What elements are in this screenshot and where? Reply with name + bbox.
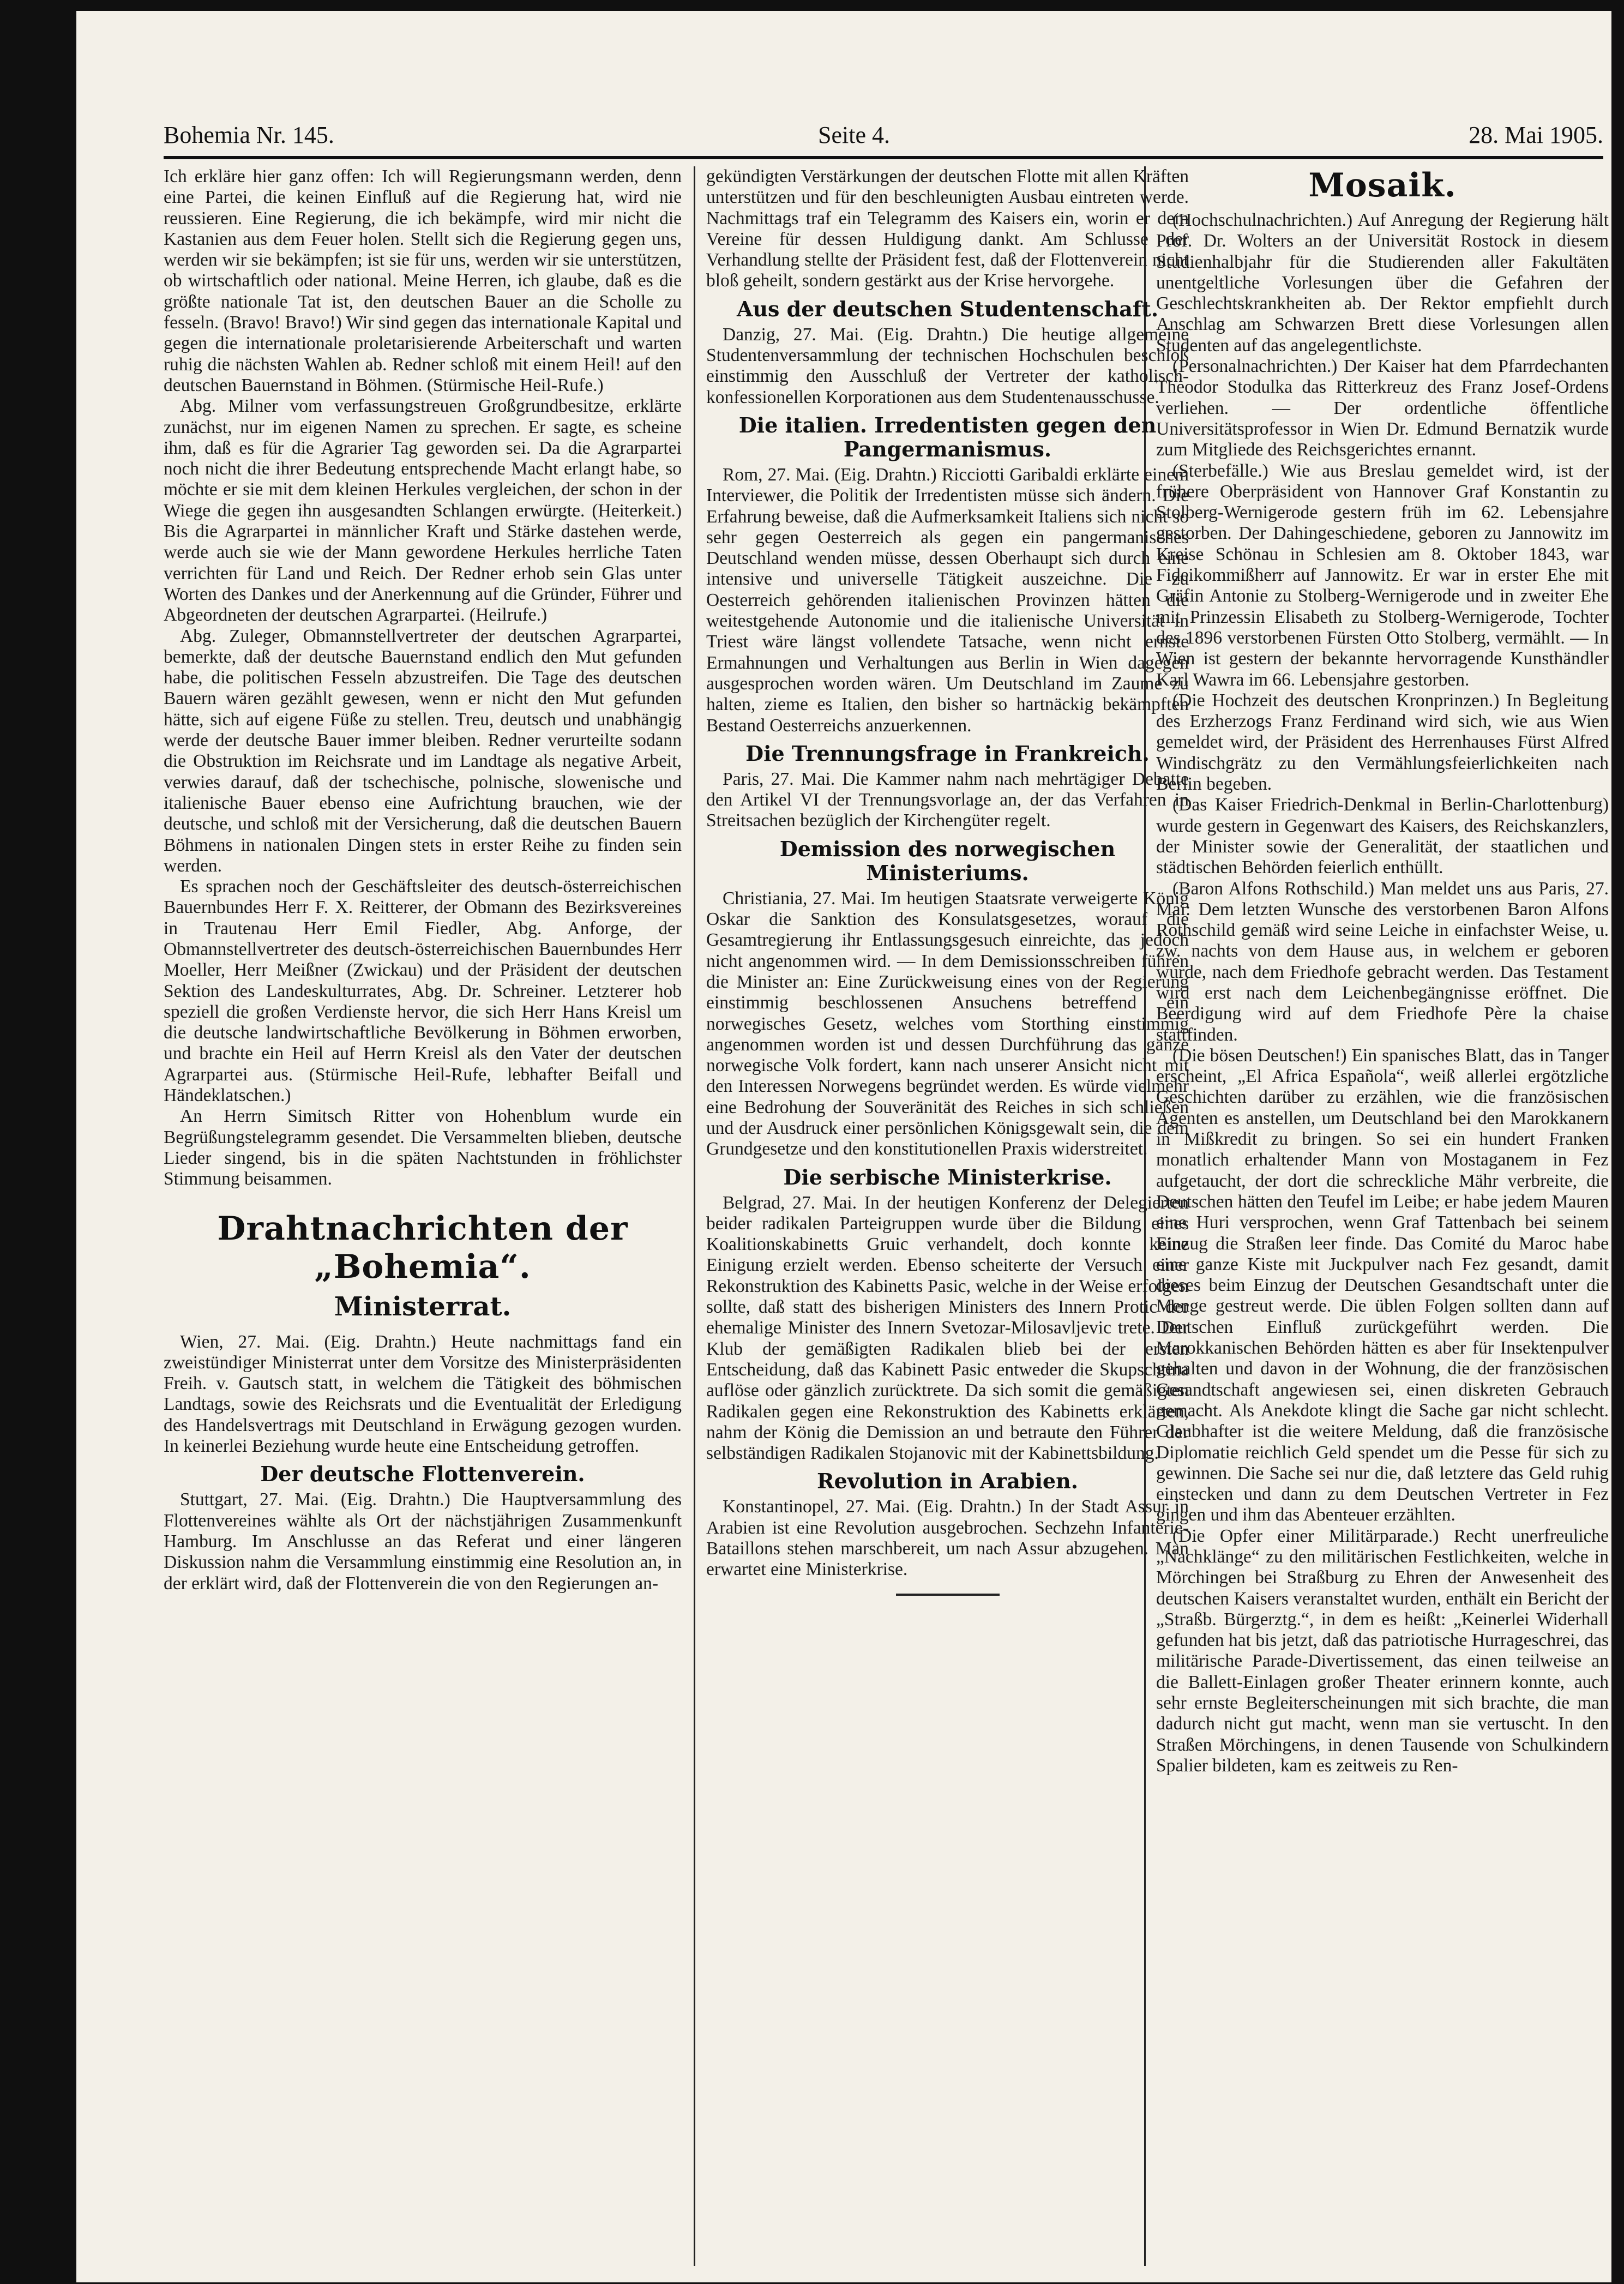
- column-2: [706, 166, 1189, 2266]
- article-paragraph: (Baron Alfons Rothschild.) Man meldet uns aus Paris, 27. Mai: Dem letzten Wunsche des verstorbenen Baron Alfons Rothschild gemäß wird seine Leiche in einfachster Weise, u. zw. nachts von dem Hause aus, in welchem er geboren wurde, nach dem Friedhofe gebracht werden. Das Testament wird erst nach dem Leichenbegängnisse eröffnet. Die Beerdigung wird auf dem Friedhofe Père la chaise stattfinden.: [1156, 878, 1609, 1045]
- article-paragraph: Christiania, 27. Mai. Im heutigen Staatsrate verweigerte König Oskar die Sanktion des Konsulatsgesetzes, worauf die Gesamtregierung ihr Entlassungsgesuch einreichte, das jedoch nicht angenommen wird. — In dem Demissionsschreiben führen die Minister an: Eine Zurückweisung eines von der Regierung einstimmig beschlossenen Ansuchens betreffend ein norwegisches Gesetz, welches vom Storthing einstimmig angenommen worden ist und dessen Durchführung das ganze norwegische Volk fordert, kann nach unserer Ansicht nicht mit den Interessen Norwegens begründet werden. Es würde vielmehr eine Bedrohung der Souveränität des Reiches in sich schließen und der Ausdruck einer persönlichen Königsgewalt sein, die dem Grundgesetze und den konstitutionellen Praxis widerstreitet.: [706, 888, 1189, 1159]
- end-rule: [896, 1594, 1000, 1596]
- headline-trennungsfrage: Die Trennungsfrage in Frankreich.: [745, 741, 1150, 766]
- article-paragraph: (Sterbefälle.) Wie aus Breslau gemeldet wird, ist der frühere Oberpräsident von Hannover Graf Konstantin zu Stolberg-Wernigerode gestern früh im 62. Lebensjahre gestorben. Der Dahingeschiedene, geboren zu Jannowitz im Kreise Schönau in Schlesien am 8. Oktober 1843, war Fideikommißherr auf Jannowitz. Er war in erster Ehe mit Gräfin Antonie zu Stolberg-Wernigerode und in zweiter Ehe mit Prinzessin Elisabeth zu Stolberg-Wernigerode, Tochter des 1896 verstorbenen Fürsten Otto Stolberg, vermählt. — In Wien ist gestern der bekannte hervorragende Kunsthändler Karl Wawra im 66. Lebensjahre gestorben.: [1156, 460, 1609, 690]
- headline-studentenschaft: Aus der deutschen Studentenschaft.: [736, 296, 1159, 321]
- article-paragraph: Belgrad, 27. Mai. In der heutigen Konferenz der Delegierten beider radikalen Parteigruppen wurde über die Bildung eines Koalitionskabinetts Gruic verhandelt, doch konnte keine Einigung erzielt werden. Ebenso scheiterte der Versuch einer Rekonstruktion des Kabinetts Pasic, welche in der Weise erfolgen sollte, daß statt des bisherigen Ministers des Innern Protic der ehemalige Minister des Innern Svetozar-Milosavljevic trete. Der Klub der gemäßigten Radikalen blieb bei der ersten Entscheidung, daß das Kabinett Pasic entweder die Skupschtina auflöse oder gänzlich zurücktrete. Da sich somit die gemäßigten Radikalen gegen eine Rekonstruktion des Kabinetts erklärten, nahm der König die Demission an und betraute den Führer der selbständigen Radikalen Stojanovic mit der Kabinettsbildung.: [706, 1192, 1189, 1464]
- headline-flottenverein: Der deutsche Flottenverein.: [260, 1462, 585, 1487]
- article-paragraph: Abg. Milner vom verfassungstreuen Großgrundbesitze, erklärte zunächst, nur im eigenen Namen zu sprechen. Er sagte, es scheine ihm, daß es für die Agrarier Tag geworden sei. Da die Agrarpartei noch nicht die ihrer Bedeutung entsprechende Macht erlangt habe, so möchte er sie mit dem kleinen Herkules vergleichen, der schon in der Wiege die gegen ihn ausgesandten Schlangen erwürgte. (Heiterkeit.) Bis die Agrarpartei in männlicher Kraft und Stärke dastehen werde, werde auch sie wie der Mann gewordene Herkules herrliche Taten verrichten für Land und Reich. Der Redner erhob sein Glas unter Worten des Dankes und der Anerkennung auf die Gründer, Führer und Abgeordneten der deutschen Agrarpartei. (Heilrufe.): [164, 396, 682, 626]
- headline-serbische-ministerkrise: Die serbische Ministerkrise.: [783, 1164, 1112, 1189]
- article-paragraph: Stuttgart, 27. Mai. (Eig. Drahtn.) Die Hauptversammlung des Flottenvereines wählte als Ort der nächstjährigen Zusammenkunft Hamburg. Im Anschlusse an das Referat und einer längeren Diskussion nahm die Versammlung einstimmig eine Resolution an, in der erklärt wird, daß der Flottenverein die von den Regierungen an-: [164, 1489, 682, 1594]
- masthead-issue: Bohemia Nr. 145.: [164, 122, 334, 148]
- article-paragraph: Wien, 27. Mai. (Eig. Drahtn.) Heute nachmittags fand ein zweistündiger Ministerrat unter dem Vorsitze des Ministerpräsidenten Freih. v. Gautsch statt, in welchem die Tätigkeit des böhmischen Landtags, sowie des Reichsrats und die Eventualität der Erledigung des Handelsvertrags mit Deutschland in Erwägung gezogen wurden. In keinerlei Beziehung wurde heute eine Entscheidung getroffen.: [164, 1331, 682, 1457]
- article-paragraph: Abg. Zuleger, Obmannstellvertreter der deutschen Agrarpartei, bemerkte, daß der deutsche Bauernstand endlich den Mut gefunden habe, die politischen Fesseln abzustreifen. Die Tage des deutschen Bauern wären gezählt gewesen, wenn er nicht den Mut gefunden hätte, sich auf eigene Füße zu stellen. Treu, deutsch und unabhängig werde der deutsche Bauer immer bleiben. Redner verurteilte sodann die Obstruktion im Reichsrate und im Landtage als negative Arbeit, verwies darauf, daß der tschechische, polnische, slowenische und italienische Bauer ebenso eine Aufrichtung brauchen, wie der deutsche, und schloß mit der Versicherung, daß die deutschen Bauern Böhmens in nationalen Dingen stets in erster Reihe zu finden sein werden.: [164, 626, 682, 876]
- headline-irredentisten: Die italien. Irredentisten gegen den Pangermanismus.: [738, 412, 1157, 461]
- column-1: [164, 166, 682, 2266]
- article-paragraph: (Die bösen Deutschen!) Ein spanisches Blatt, das in Tanger erscheint, „El Africa Española“, weiß allerlei ergötzliche Geschichten darüber zu erzählen, wie die französischen Agenten es anstellen, um Deutschland bei den Marokkanern in Mißkredit zu bringen. So sei ein hundert Franken monatlich erhaltender Mann von Mostaganem in Fez aufgetaucht, der dort die schreckliche Mähr verbreite, die Deutschen hätten den Teufel im Leibe; er habe jedem Mauren eine Huri versprochen, wenn Graf Tattenbach bei seinem Einzug die Straßen leer finde. Das Comité du Maroc habe eine ganze Kiste mit Juckpulver nach Fez gesandt, damit dieses beim Einzug der Deutschen Gesandtschaft unter die Menge gestreut werde. Die üblen Folgen sollten dann auf Deutschen Einfluß zurückgeführt werden. Die Marokkanischen Behörden hätten es aber für Insektenpulver gehalten und davon in der Wohnung, die der französischen Gesandtschaft angewiesen sei, einen diskreten Gebrauch gemacht. Als Anekdote klingt die Sache gar nicht schlecht. Glaubhafter ist die weitere Meldung, daß die französische Diplomatie reichlich Geld spendet um die Pesse für sich zu gewinnen. Die Sache sei nur die, daß letztere das Geld ruhig einstecken und dann zu dem Deutschen Vertreter in Fez gingen und ihm das Abenteuer erzählten.: [1156, 1045, 1609, 1525]
- headline-revolution-arabien: Revolution in Arabien.: [817, 1469, 1078, 1494]
- headline-ministerrat: Ministerrat.: [334, 1291, 512, 1322]
- article-paragraph: An Herrn Simitsch Ritter von Hohenblum wurde ein Begrüßungstelegramm gesendet. Die Versammelten blieben, deutsche Lieder singend, bis in die späten Nachtstunden in fröhlichster Stimmung beisammen.: [164, 1106, 682, 1189]
- article-paragraph: Konstantinopel, 27. Mai. (Eig. Drahtn.) In der Stadt Assur in Arabien ist eine Revolution ausgebrochen. Sechzehn Infanterie-Bataillons stehen marschbereit, um nach Assur abzugehen. Man erwartet eine Ministerkrise.: [706, 1496, 1189, 1580]
- issue-date: 28. Mai 1905.: [1469, 122, 1603, 148]
- column-3: [1156, 166, 1609, 2266]
- article-paragraph: gekündigten Verstärkungen der deutschen Flotte mit allen Kräften unterstützen und für den beschleunigten Ausbau eintreten werde. Nachmittags traf ein Telegramm des Kaisers ein, worin er dem Vereine für dessen Huldigung dankt. Am Schlusse der Verhandlung stellte der Präsident fest, daß der Flottenverein nicht bloß geheilt, sondern gestärkt aus der Krise hervorgehe.: [706, 166, 1189, 291]
- header-rule: [164, 156, 1603, 159]
- article-paragraph: (Die Opfer einer Militärparade.) Recht unerfreuliche „Nachklänge“ zu den militärischen Festlichkeiten, welche in Mörchingen bei Straßburg zu Ehren der Anwesenheit des deutschen Kaisers veranstaltet wurden, enthält ein Bericht der „Straßb. Bürgerztg.“, in dem es heißt: „Keinerlei Widerhall gefunden hat bis jetzt, daß das patriotische Hurrageschrei, das militärische Parade-Divertissement, das einen teilweise an die Ballett-Einlagen großer Theater erinnern konnte, auch sehr ernste Begleiterscheinungen mit sich brachte, die man dadurch nicht gut macht, wenn man sie vertuscht. In den Straßen Mörchingens, in denen Tausende von Schulkindern Spalier bildeten, kam es zeitweis zu Ren-: [1156, 1525, 1609, 1776]
- article-paragraph: (Hochschulnachrichten.) Auf Anregung der Regierung hält Prof. Dr. Wolters an der Universität Rostock in diesem Studienhalbjahr für die Studierenden aller Fakultäten unentgeltliche Vorlesungen über die Gefahren der Geschlechtskrankheiten ab. Der Rektor empfiehlt durch Anschlag am Schwarzen Brett diese Vorlesungen allen Studenten auf das angelegentlichste.: [1156, 210, 1609, 356]
- newspaper-page: [76, 11, 1611, 2282]
- section-title-mosaik: Mosaik.: [1308, 166, 1457, 205]
- page-number: Seite 4.: [818, 122, 890, 148]
- article-paragraph: (Die Hochzeit des deutschen Kronprinzen.) In Begleitung des Erzherzogs Franz Ferdinand wird sich, wie aus Wien gemeldet wird, der Präsident des Herrenhauses Fürst Alfred Windischgrätz zu den Vermählungsfeierlichkeiten nach Berlin begeben.: [1156, 690, 1609, 795]
- headline-demission: Demission des norwegischen Ministeriums.: [779, 836, 1116, 885]
- article-paragraph: Rom, 27. Mai. (Eig. Drahtn.) Ricciotti Garibaldi erklärte einem Interviewer, die Politik der Irredentisten müsse sich ändern. Die Erfahrung beweise, daß die Aufmerksamkeit Italiens sich nicht so sehr gegen Oesterreich als gegen ein pangermanisches Deutschland wenden müsse, dessen Oberhaupt sich durch eine intensive und universelle Tätigkeit auszeichne. Die zu Oesterreich gehörenden italienischen Provinzen hätten die weitestgehende Autonomie und die italienische Universität in Triest wäre längst vollendete Tatsache, wenn nicht ernste Ermahnungen und Verhaltungen aus Berlin in Wien dagegen ausgesprochen worden wären. Um Deutschland im Zaume zu halten, zieme es Italien, den bisher so hartnäckig bekämpften Bestand Oesterreichs anzuerkennen.: [706, 464, 1189, 736]
- article-paragraph: (Personalnachrichten.) Der Kaiser hat dem Pfarrdechanten Theodor Stodulka das Ritterkreuz des Franz Josef-Ordens verliehen. — Der ordentliche öffentliche Universitätsprofessor in Wien Dr. Edmund Bernatzik wurde zum Mitgliede des Reichsgerichtes ernannt.: [1156, 356, 1609, 460]
- article-paragraph: (Das Kaiser Friedrich-Denkmal in Berlin-Charlottenburg) wurde gestern in Gegenwart des Kaisers, des Reichskanzlers, der Minister sowie der Generalität, der staatlichen und städtischen Behörden feierlich enthüllt.: [1156, 795, 1609, 878]
- page-header: [164, 109, 1603, 164]
- article-paragraph: Danzig, 27. Mai. (Eig. Drahtn.) Die heutige allgemeine Studentenversammlung der technischen Hochschulen beschloß einstimmig den Ausschluß der Vertreter der katholisch-konfessionellen Korporationen aus dem Studentenausschusse.: [706, 324, 1189, 407]
- article-paragraph: Ich erkläre hier ganz offen: Ich will Regierungsmann werden, denn eine Partei, die keinen Einfluß auf die Regierung hat, wird nie reussieren. Eine Regierung, die ich bekämpfe, wird mir nicht die Kastanien aus dem Feuer holen. Stellt sich die Regierung gegen uns, werden wir sie bekämpfen; ist sie für uns, werden wir sie unterstützen, ob wirtschaftlich oder national. Meine Herren, ich glaube, daß es die größte nationale Tat ist, den deutschen Bauer an die Scholle zu fesseln. (Bravo! Bravo!) Wir sind gegen das internationale Kapital und gegen die internationale proletarisierende Arbeiterschaft und warten ruhig die nächsten Wahlen ab. Redner schloß mit einem Heil! auf den deutschen Bauernstand in Böhmen. (Stürmische Heil-Rufe.): [164, 166, 682, 395]
- article-paragraph: Es sprachen noch der Geschäftsleiter des deutsch-österreichischen Bauernbundes Herr F. X. Reitterer, der Obmann des Bezirksvereines in Trautenau Herr Emil Fiedler, Abg. Anforge, der Obmannstellvertreter des deutsch-österreichischen Bauernbundes Herr Moeller, Herr Meißner (Zwickau) und der Präsident der deutschen Sektion des Landeskulturrates, Abg. Dr. Schreiner. Letzterer hob speziell die großen Verdienste hervor, die sich Herr Hans Kreisl um die deutsche landwirtschaftliche Bevölkerung in Böhmen erworben, und brachte ein Heil auf Herrn Kreisl als den Vater der deutschen Agrarpartei aus. (Stürmische Heil-Rufe, lebhafter Beifall und Händeklatschen.): [164, 876, 682, 1106]
- section-title-drahtnachrichten: Drahtnachrichten der „Bohemia“.: [217, 1209, 628, 1286]
- article-paragraph: Paris, 27. Mai. Die Kammer nahm nach mehrtägiger Debatte den Artikel VI der Trennungsvorlage an, der das Verfahren in Streitsachen bezüglich der Kirchengüter regelt.: [706, 768, 1189, 831]
- column-divider-1: [694, 166, 695, 2266]
